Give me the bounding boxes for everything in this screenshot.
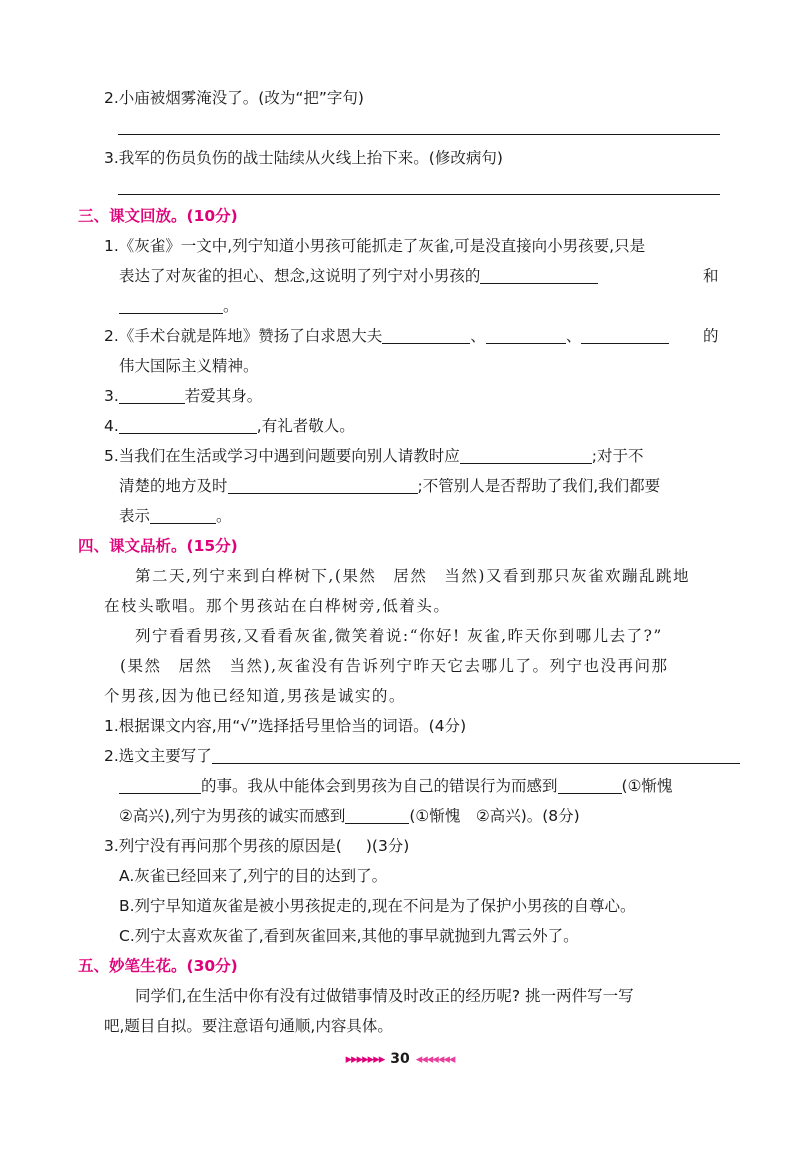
question-options: (①惭愧 [621, 777, 673, 795]
writing-prompt-line1: 同学们,在生活中你有没有过做错事情及时改正的经历呢? 挑一两件写一写 [135, 987, 634, 1005]
question-text: 3.列宁没有再问那个男孩的原因是( [104, 837, 342, 855]
question-3-4 [104, 416, 355, 436]
question-3-1-line1: 1.《灰雀》一文中,列宁知道小男孩可能抓走了灰雀,可是没直接向小男孩要,只是 [104, 237, 646, 255]
question-3-1-line2 [119, 266, 598, 286]
page-number: 30 [390, 1051, 410, 1067]
separator: 、 [565, 327, 582, 345]
question-3-1-line3 [119, 296, 239, 316]
fill-blank[interactable] [581, 327, 669, 344]
conjunction-he: 和 [703, 267, 719, 285]
fill-blank[interactable] [382, 327, 470, 344]
fill-blank[interactable] [486, 327, 566, 344]
question-text: ;不管别人是否帮助了我们,我们都要 [417, 477, 661, 495]
passage-line-3: 列宁看看男孩,又看看灰雀,微笑着说:“你好! 灰雀,昨天你到哪儿去了?” [135, 627, 663, 645]
option-a[interactable]: A.灰雀已经回来了,列宁的目的达到了。 [119, 867, 388, 885]
option-c[interactable]: C.列宁太喜欢灰雀了,看到灰雀回来,其他的事早就抛到九霄云外了。 [119, 927, 579, 945]
passage-line-2: 在枝头歌唱。那个男孩站在白桦树旁,低着头。 [104, 597, 451, 615]
fill-blank[interactable] [119, 297, 223, 314]
question-text: )(3分) [365, 837, 410, 855]
fill-blank[interactable] [345, 807, 409, 824]
question-text: 。 [216, 507, 232, 525]
passage-line-1: 第二天,列宁来到白桦树下,(果然 居然 当然)又看到那只灰雀欢蹦乱跳地 [135, 567, 690, 585]
question-3-5-line3 [119, 506, 232, 526]
question-number: 4. [104, 417, 119, 435]
question-text: 5.当我们在生活或学习中遇到问题要向别人请教时应 [104, 447, 460, 465]
left-arrows-icon: ◂◂◂◂◂◂◂ [415, 1052, 455, 1067]
page-footer [0, 1048, 800, 1070]
separator: 、 [470, 327, 486, 345]
fill-blank[interactable] [460, 447, 592, 464]
section-3-heading: 三、课文回放。(10分) [78, 207, 238, 225]
question-text: ;对于不 [591, 447, 644, 465]
question-2-3: 3.我军的伤员负伤的战士陆续从火线上抬下来。(修改病句) [104, 149, 503, 167]
question-text: 表达了对灰雀的担心、想念,这说明了列宁对小男孩的 [119, 267, 481, 285]
option-b[interactable]: B.列宁早知道灰雀是被小男孩捉走的,现在不问是为了保护小男孩的自尊心。 [119, 897, 636, 915]
answer-line[interactable] [118, 194, 720, 195]
question-text: 清楚的地方及时 [119, 477, 228, 495]
question-text: (①惭愧 ②高兴)。(8分) [409, 807, 580, 825]
fill-blank[interactable] [119, 777, 201, 794]
question-text: 2.《手术台就是阵地》赞扬了白求恩大夫 [104, 327, 383, 345]
question-text: 表示 [119, 507, 151, 525]
right-arrows-icon: ▸▸▸▸▸▸▸ [345, 1052, 385, 1067]
question-4-2-line1 [104, 746, 740, 766]
particle-de: 的 [703, 327, 719, 345]
question-text: ,有礼者敬人。 [256, 417, 355, 435]
question-4-3 [104, 836, 409, 856]
fill-blank[interactable] [228, 477, 418, 494]
fill-blank[interactable] [480, 267, 598, 284]
answer-line[interactable] [118, 134, 720, 135]
question-text: 若爱其身。 [184, 387, 263, 405]
question-3-2-line1 [104, 326, 669, 346]
question-4-1: 1.根据课文内容,用“√”选择括号里恰当的词语。(4分) [104, 717, 467, 735]
fill-blank[interactable] [119, 417, 257, 434]
question-4-2-line3 [119, 806, 580, 826]
fill-blank[interactable] [212, 747, 740, 764]
writing-prompt-line2: 吧,题目自拟。要注意语句通顺,内容具体。 [104, 1017, 393, 1035]
question-3-2-line2: 伟大国际主义精神。 [119, 357, 259, 375]
question-text: ②高兴),列宁为男孩的诚实而感到 [119, 807, 346, 825]
question-text: 的事。我从中能体会到男孩为自己的错误行为而感到 [201, 777, 558, 795]
passage-line-5: 个男孩,因为他已经知道,男孩是诚实的。 [104, 687, 406, 705]
fill-blank[interactable] [150, 507, 216, 524]
section-5-heading: 五、妙笔生花。(30分) [78, 957, 238, 975]
question-3-3 [104, 386, 262, 406]
question-text: 2.选文主要写了 [104, 747, 212, 765]
fill-blank[interactable] [558, 777, 622, 794]
section-4-heading: 四、课文品析。(15分) [78, 537, 238, 555]
question-text: 。 [223, 297, 239, 315]
question-3-5-line1 [104, 446, 644, 466]
passage-line-4: (果然 居然 当然),灰雀没有告诉列宁昨天它去哪儿了。列宁也没再问那 [120, 657, 669, 675]
question-2-2: 2.小庙被烟雾淹没了。(改为“把”字句) [104, 89, 364, 107]
question-3-5-line2 [119, 476, 660, 496]
fill-blank[interactable] [119, 387, 185, 404]
question-4-2-line2 [119, 776, 672, 796]
question-number: 3. [104, 387, 119, 405]
